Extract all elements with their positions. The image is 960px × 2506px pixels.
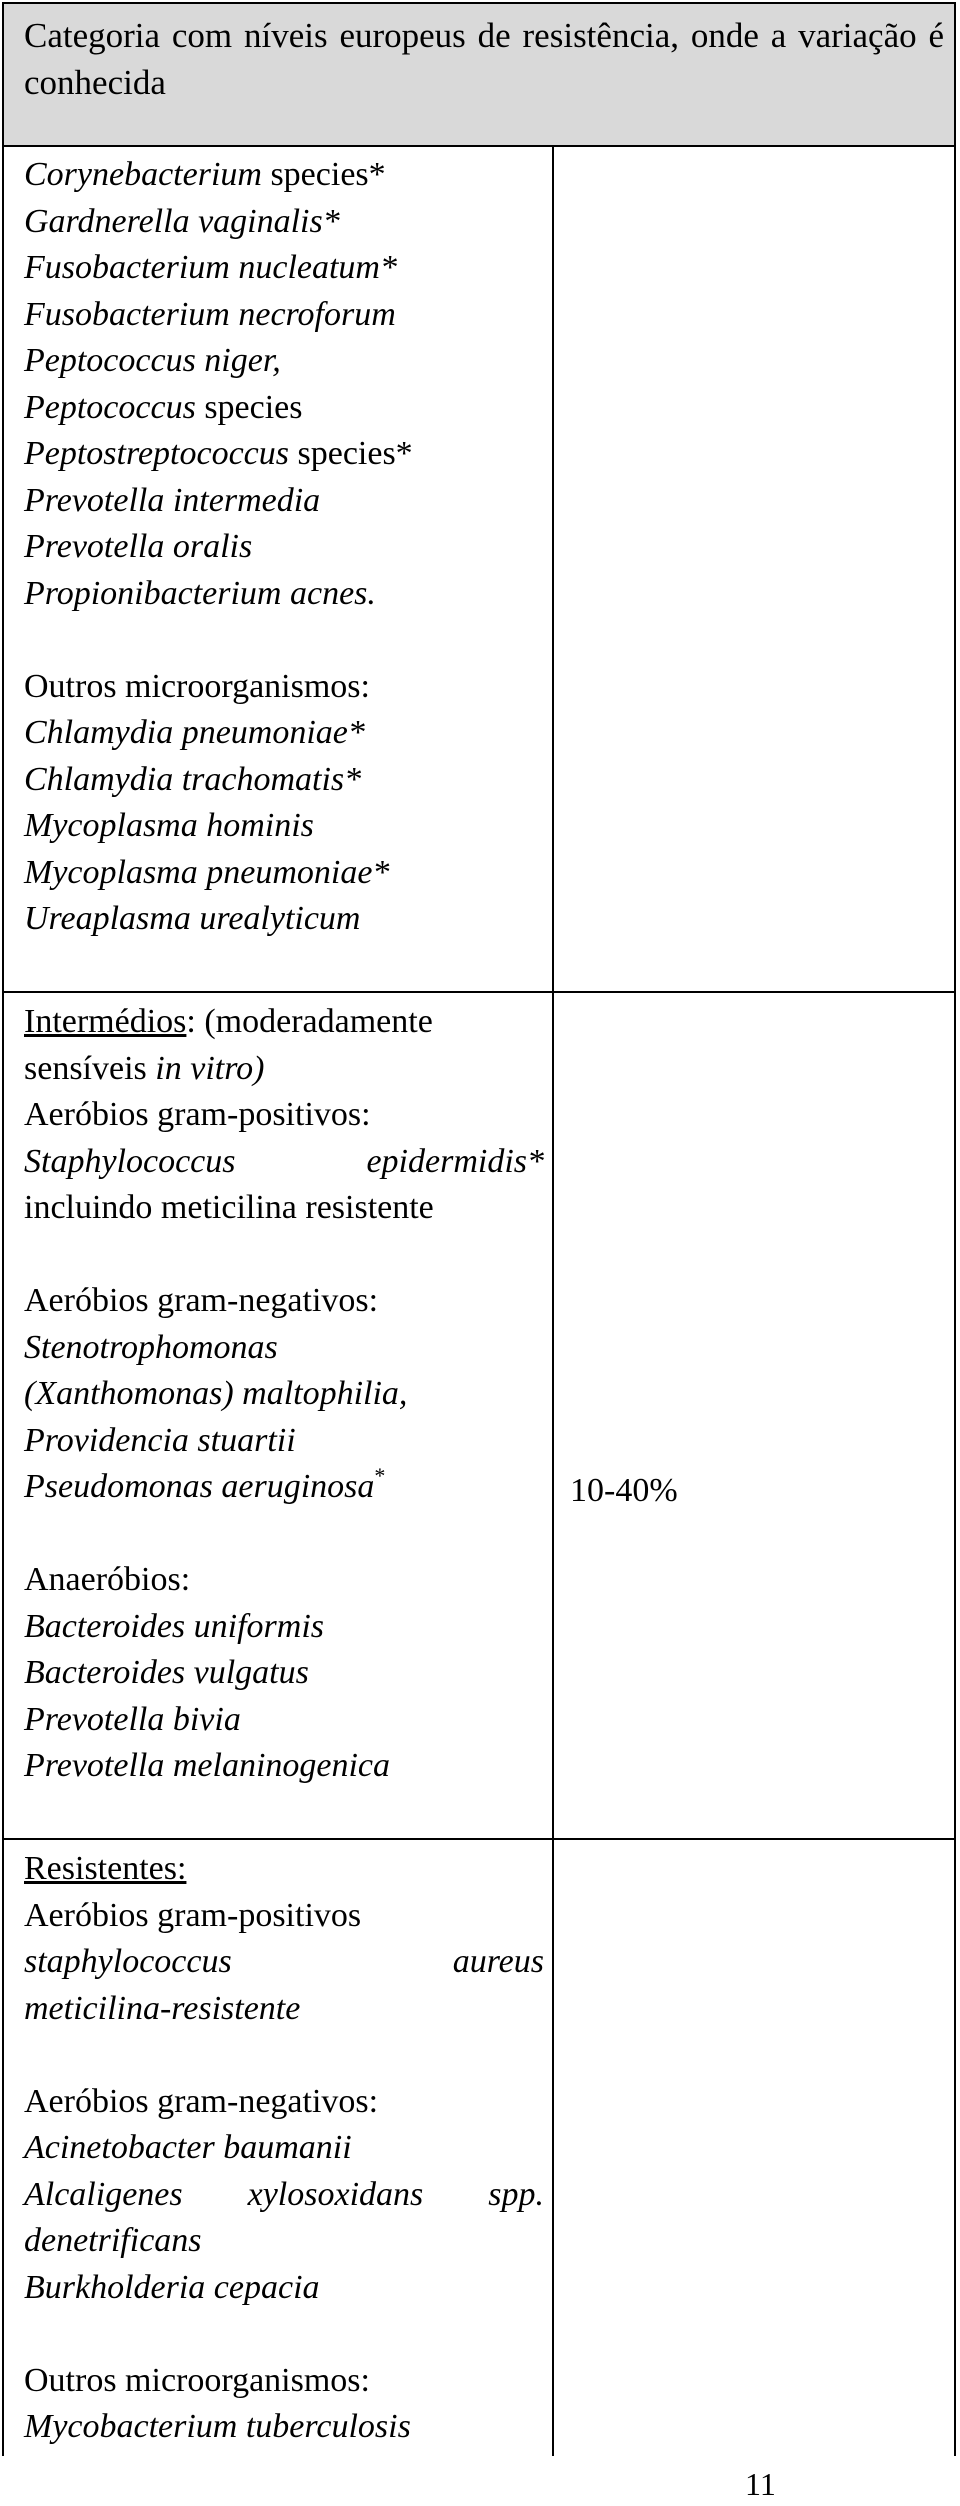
organism-line: Propionibacterium acnes. — [24, 574, 376, 612]
organism-line: Staphylococcus epidermidis* — [24, 1142, 544, 1180]
organism-list — [24, 1846, 544, 2451]
organism-line: Acinetobacter baumanii — [24, 2129, 352, 2166]
gp-heading: Aeróbios gram-positivos — [24, 1896, 362, 1934]
gn-heading: Aeróbios gram-negativos: — [24, 2082, 379, 2120]
organism-line: Peptococcus species — [24, 388, 303, 426]
table-row-susceptible — [2, 147, 956, 993]
organism-list — [24, 152, 544, 943]
organism-line: Burkholderia cepacia — [24, 2268, 320, 2306]
organism-line: Pseudomonas aeruginosa* — [24, 1463, 386, 1505]
organism-line: Bacteroides uniformis — [24, 1607, 324, 1645]
organism-line: Chlamydia pneumoniae* — [24, 714, 365, 751]
gn-heading: Aeróbios gram-negativos: — [24, 1282, 379, 1319]
organism-line: Bacteroides vulgatus — [24, 1654, 309, 1691]
organism-line: Mycoplasma hominis — [24, 807, 314, 844]
organism-line: Gardnerella vaginalis* — [24, 202, 340, 240]
organism-line: Prevotella oralis — [24, 528, 253, 565]
organism-line: Corynebacterium species* — [24, 156, 386, 193]
other-heading: Outros microorganismos: — [24, 667, 370, 705]
organism-line: Prevotella intermedia — [24, 481, 321, 519]
organism-line: Prevotella bivia — [24, 1700, 241, 1738]
header-text: Categoria com níveis europeus de resistência, onde a variação é conhecida — [24, 16, 944, 102]
organism-list: Intermédios: (moderadamente sensíveis in vitro) Aeróbios gram-positivos: Staphylococcus epidermidis* incluindo meticilina resistente Aeróbios gram-negativos: Stenotrophomonas (Xanthomonas) maltophilia, Providencia stuartii Pseudomonas aeruginosa* Anaeróbios: Bacteroides uniformis Bacteroides vulgatus Prevotella bivia Prevotella melaninogenica — [24, 999, 544, 1790]
table-row-intermediate — [2, 993, 956, 1840]
organism-line: Fusobacterium necroforum — [24, 295, 396, 333]
organism-line: Peptococcus niger, — [24, 342, 281, 379]
organism-note: incluindo meticilina resistente — [24, 1189, 434, 1226]
section-title: Intermédios — [24, 1003, 187, 1040]
organism-line: (Xanthomonas) maltophilia, — [24, 1375, 408, 1412]
organism-line: Ureaplasma urealyticum — [24, 900, 361, 937]
section-title: Resistentes: — [24, 1850, 187, 1887]
organisms-cell — [4, 993, 554, 1838]
percentage-value: 10-40% — [570, 1472, 678, 1509]
organism-line: Providencia stuartii — [24, 1421, 296, 1459]
organisms-cell — [4, 147, 554, 991]
other-heading: Outros microorganismos: — [24, 2361, 370, 2399]
page-number: 11 — [745, 2466, 776, 2502]
organism-line: staphylococcus aureus — [24, 1943, 544, 1980]
organism-line: meticilina-resistente — [24, 1989, 301, 2027]
table-row-resistant — [2, 1840, 956, 2456]
organism-line: Mycoplasma pneumoniae* — [24, 853, 390, 891]
organism-line: denetrificans — [24, 2222, 202, 2259]
organism-line: Mycobacterium tuberculosis — [24, 2408, 411, 2445]
organism-line: Prevotella melaninogenica — [24, 1747, 391, 1784]
organism-line: Alcaligenes xylosoxidans spp. — [24, 2175, 544, 2213]
organism-line: Chlamydia trachomatis* — [24, 760, 362, 798]
organism-line: Peptostreptococcus species* — [24, 435, 413, 472]
organism-line: Stenotrophomonas — [24, 1328, 278, 1366]
table-header — [2, 2, 956, 147]
an-heading: Anaeróbios: — [24, 1561, 191, 1598]
gp-heading: Aeróbios gram-positivos: — [24, 1096, 371, 1133]
organisms-cell — [4, 1840, 554, 2456]
organism-line: Fusobacterium nucleatum* — [24, 249, 397, 286]
